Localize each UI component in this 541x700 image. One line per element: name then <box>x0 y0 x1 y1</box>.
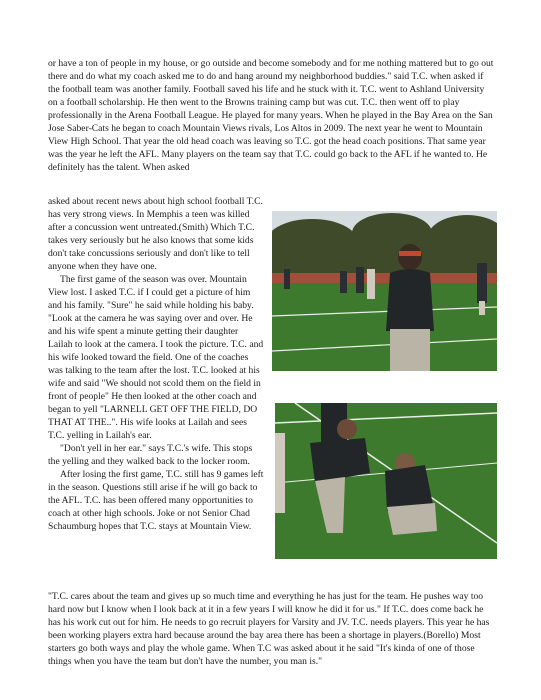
top-paragraph <box>48 57 496 174</box>
coaches-on-field-image <box>275 403 497 559</box>
sideline-coach-image <box>272 211 497 371</box>
bottom-paragraph-text: "T.C. cares about the team and gives up so much time and everything he has just for the team. He pushes way too hard now but I know when I look back at it in a few years I will know he did it for us." If T.C. does come back he has his work cut out for him. He needs to go recruit players for Varsity and JV. T.C. needs players. This year he has been working players extra hard because around the bay area there has been a shortage in players.(Borello) Most starters go both ways and play the whole game. When T.C was asked about it he said "It's kinda of one of those things when you have the team but don't have the number, you man is." <box>48 591 490 667</box>
column-paragraph-2: The first game of the season was over. Mountain View lost. I asked T.C. if I could get a picture of him and his family. "Sure" he said while holding his baby. "Look at the camera he was saying over and over. He and his wife spent a minute getting their daughter Lailah to look at the camera. I took the picture. T.C. and his wife looked toward the field. One of the coaches was talking to the team after the lost. T.C. looked at his wife and said "We should not scold them on the field in front of people" He then looked at the other coach and began to yell "LARNELL GET OFF THE FIELD, DO THAT AT THE..". His wife looks at Lailah and sees T.C. yelling in Lailah's ear. <box>48 274 264 441</box>
coaches-on-field-photo <box>275 403 497 559</box>
sideline-coach-photo <box>272 211 497 371</box>
bottom-paragraph <box>48 590 496 668</box>
top-paragraph-text: or have a ton of people in my house, or go outside and become somebody and for me nothing mattered but to go out there and do what my coach asked me to do and hang around my neighborhood buddies." said T.C. when asked if the football team was another family. Football saved his life and he stuck with it. T.C. went to Ashland University on a football scholarship. He then went to the Browns training camp but was cut. T.C. then went off to play professionally in the Arena Football League. He played for many years. When he played in the Bay Area on the San Jose Saber-Cats he began to coach Mountain Views rivals, Los Altos in 2009. The next year he went to Mountain View High School. That year the old head coach was leaving so T.C. got the head coach positions. That same year was the year he left the AFL. Many players on the team say that T.C. could go back to the AFL if he wanted to. He definitely has the talent. When asked <box>48 58 494 173</box>
column-paragraph-3: "Don't yell in her ear." says T.C.'s wife. This stops the yelling and they walked back to the locker room. <box>48 443 253 467</box>
column-paragraph-4: After losing the first game, T.C. still has 9 games left in the season. Questions still arise if he will go back to the AFL. T.C. has been offered many opportunities to coach at other high schools. Joke or not Senior Chad Schaumburg hopes that T.C. stays at Mountain View. <box>48 469 264 532</box>
left-column <box>48 195 264 533</box>
column-paragraph-1: asked about recent news about high school football T.C. has very strong views. In Memphis a teen was killed after a concussion went untreated.(Smith) Which T.C. takes very seriously but he also knows that some kids don't take concussions seriously and don't like to tell anyone when they have one. <box>48 196 263 272</box>
